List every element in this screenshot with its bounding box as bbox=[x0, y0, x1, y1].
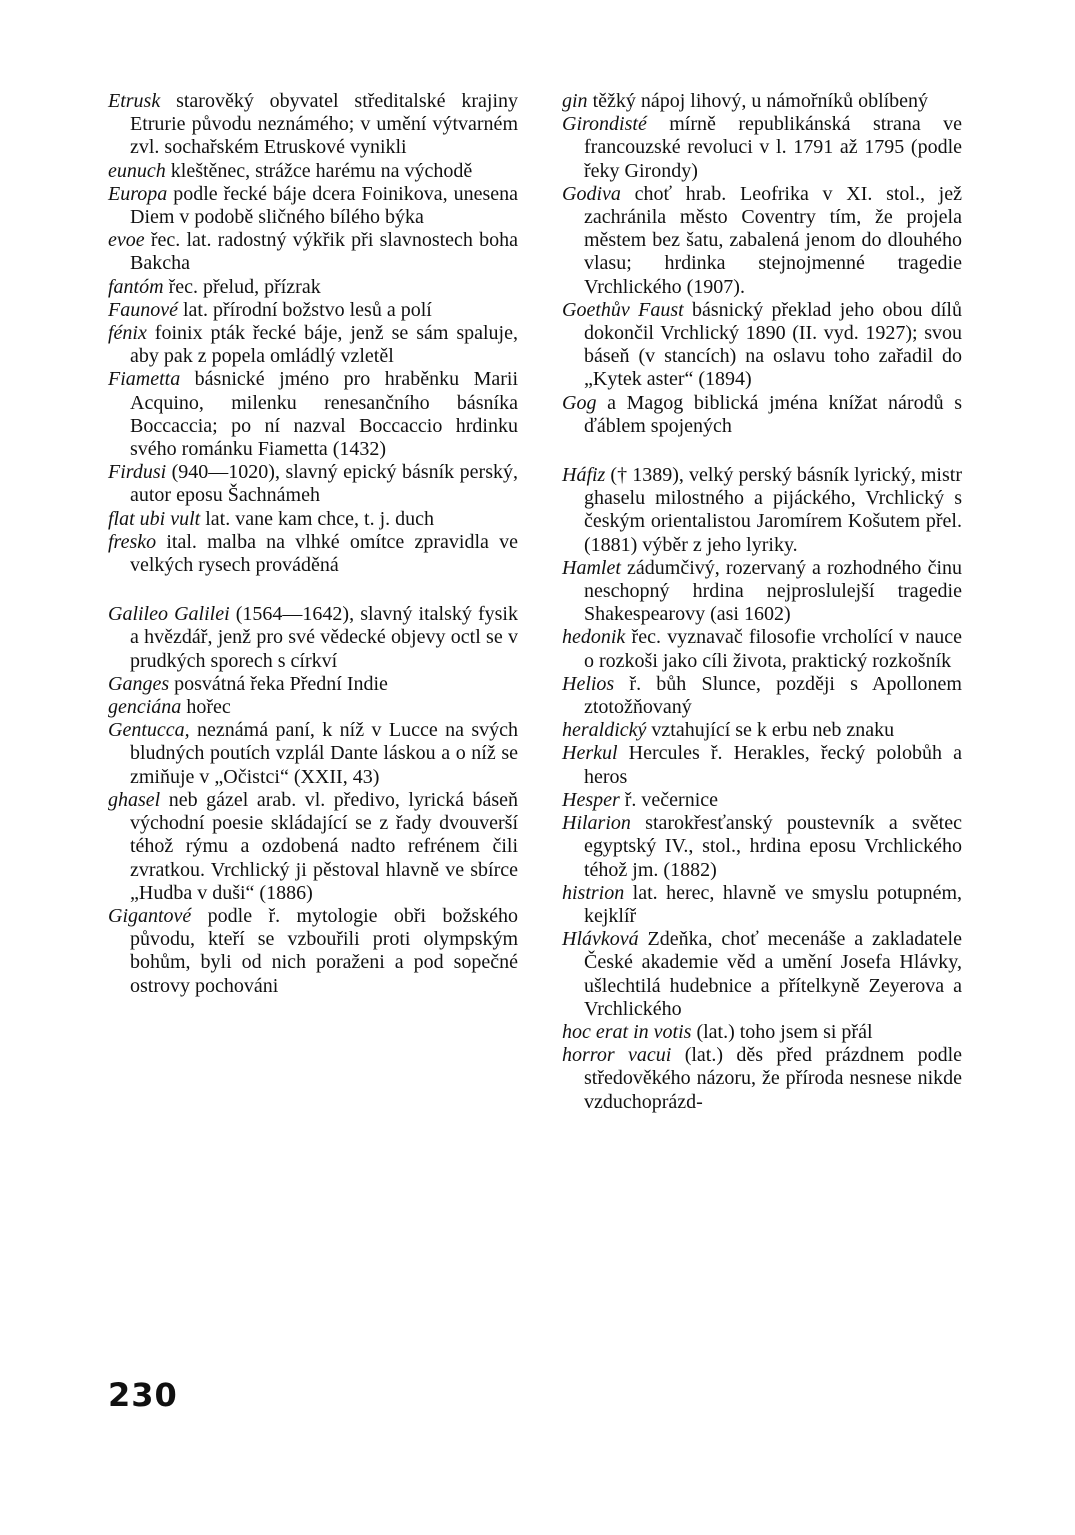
dictionary-entry bbox=[562, 392, 962, 438]
entry-definition: Hercules ř. Herakles, řecký polobůh a heros bbox=[584, 742, 962, 788]
entry-headword: Etrusk bbox=[108, 90, 161, 112]
entry-definition: řec. lat. radostný výkřik při slavnostech boha Bakcha bbox=[130, 229, 518, 275]
entry-definition: ital. malba na vlhké omítce zpravidla ve velkých rysech prováděná bbox=[130, 530, 518, 577]
entry-definition: († 1389), velký perský básník lyrický, mistr ghaselu milostného a pijáckého, Vrchlický s českým orientalistou Jaromírem Košutem přel. (1881) výběr z jeho lyriky. bbox=[584, 464, 962, 556]
dictionary-entry bbox=[108, 229, 518, 275]
dictionary-entry bbox=[562, 719, 962, 742]
entry-definition: básnické jméno pro hraběnku Marii Acquino, milenku renesančního básníka Boccaccia; po ní nazval Boccaccio hrdinku svého románku Fiametta (1432) bbox=[130, 368, 518, 461]
left-column bbox=[108, 90, 518, 998]
entry-headword: genciána bbox=[108, 696, 182, 719]
entry-definition: a Magog biblická jména knížat národů s ďáblem spojených bbox=[584, 391, 962, 437]
entry-headword: fénix bbox=[108, 322, 147, 345]
entry-headword: Goethův Faust bbox=[562, 298, 684, 321]
dictionary-entry bbox=[108, 90, 518, 160]
entry-headword: Gigantové bbox=[108, 904, 192, 927]
entry-definition: (1564—1642), slavný italský fysik a hvězdář, jenž pro své vědecké objevy octl se v prudkých sporech s církví bbox=[130, 603, 518, 672]
entry-headword: Faunové bbox=[108, 298, 178, 321]
entry-headword: eunuch bbox=[108, 159, 166, 182]
entry-definition: řec. přelud, přízrak bbox=[163, 275, 321, 298]
dictionary-entry bbox=[562, 742, 962, 788]
dictionary-entry bbox=[108, 183, 518, 229]
dictionary-entry bbox=[562, 789, 962, 812]
dictionary-entry bbox=[108, 461, 518, 507]
entry-definition: lat. vane kam chce, t. j. duch bbox=[200, 507, 435, 530]
entry-headword: Helios bbox=[562, 672, 615, 695]
entry-headword: Gentucca, bbox=[108, 719, 190, 742]
entry-headword: Hilarion bbox=[562, 812, 631, 835]
entry-definition: (lat.) děs před prázdnem podle středověkého názoru, že příroda nesnese nikde vzduchoprázd- bbox=[584, 1044, 963, 1113]
dictionary-entry bbox=[108, 299, 518, 322]
entry-headword: hedonik bbox=[562, 626, 626, 649]
entry-headword: ghasel bbox=[108, 788, 161, 811]
dictionary-entry bbox=[562, 464, 962, 557]
dictionary-entry bbox=[108, 603, 518, 673]
entry-definition: zádumčivý, rozervaný a rozhodného činu neschopný hrdina nejproslulejší tragedie Shakespearovy (asi 1602) bbox=[584, 556, 962, 626]
entry-definition: lat. přírodní božstvo lesů a polí bbox=[177, 298, 432, 321]
entry-headword: gin bbox=[562, 90, 588, 112]
dictionary-entry bbox=[108, 508, 518, 531]
entry-definition: starokřesťanský poustevník a světec egyptský IV., stol., hrdina eposu Vrchlického téhož jm. (1882) bbox=[584, 812, 962, 881]
right-column bbox=[562, 90, 962, 1114]
entry-definition: neb gázel arab. vl. předivo, lyrická báseň východní poesie skládající se z řady dvouverší téhož rýmu a ozdobená nadto refrénem čili zvratkou. Vrchlický ji pěstoval hlavně ve sbírce „Hudba v duši“ (1886) bbox=[130, 788, 518, 904]
entry-headword: Hesper bbox=[562, 788, 620, 811]
entry-headword: Háfiz bbox=[562, 464, 606, 487]
entry-headword: evoe bbox=[108, 229, 145, 252]
page-number: 230 bbox=[108, 1376, 178, 1414]
entry-definition: mírně republikánská strana ve francouzské revoluci v l. 1791 až 1795 (podle řeky Girondy) bbox=[584, 113, 962, 182]
entry-headword: Godiva bbox=[562, 182, 621, 205]
entry-definition: řec. vyznavač filosofie vrcholící v nauce o rozkoši jako cíli života, praktický rozkošník bbox=[584, 626, 962, 672]
entry-definition: Zdeňka, choť mecenáše a zakladatele České akademie věd a umění Josefa Hlávky, ušlechtilá hudebnice a přítelkyně Zeyerova a Vrchlického bbox=[584, 928, 962, 1020]
entry-definition: ř. bůh Slunce, později s Apollonem ztotožňovaný bbox=[584, 672, 962, 719]
entry-headword: hoc erat in votis bbox=[562, 1020, 692, 1043]
dictionary-entry bbox=[562, 812, 962, 882]
dictionary-entry bbox=[108, 789, 518, 905]
entry-headword: fantóm bbox=[108, 275, 164, 298]
dictionary-entry bbox=[108, 531, 518, 577]
entry-headword: heraldický bbox=[562, 719, 647, 742]
entry-definition: těžký nápoj lihový, u námořníků oblíbený bbox=[587, 90, 929, 112]
entry-definition: lat. herec, hlavně ve smyslu potupném, kejklíř bbox=[584, 881, 962, 927]
dictionary-entry bbox=[562, 1021, 962, 1044]
entry-headword: histrion bbox=[562, 881, 625, 904]
dictionary-entry bbox=[562, 183, 962, 299]
entry-definition: ř. večernice bbox=[619, 788, 719, 811]
dictionary-entry bbox=[108, 276, 518, 299]
dictionary-entry bbox=[108, 322, 518, 368]
dictionary-entry bbox=[562, 882, 962, 928]
section-gap bbox=[108, 577, 518, 603]
entry-definition: podle řecké báje dcera Foinikova, unesena Diem v podobě sličného bílého býka bbox=[130, 182, 518, 229]
entry-headword: Girondisté bbox=[562, 113, 647, 136]
dictionary-entry bbox=[562, 557, 962, 627]
entry-headword: Europa bbox=[108, 182, 168, 205]
entry-headword: flat ubi vult bbox=[108, 507, 201, 530]
entry-definition: kleštěnec, strážce harému na východě bbox=[165, 159, 473, 182]
entry-headword: fresko bbox=[108, 530, 157, 553]
dictionary-entry bbox=[562, 113, 962, 183]
dictionary-entry bbox=[562, 299, 962, 392]
entry-definition: starověký obyvatel středitalské krajiny Etrurie původu neznámého; v umění výtvarném zvl. sochařském Etruskové vynikli bbox=[130, 90, 518, 159]
entry-definition: posvátná řeka Přední Indie bbox=[169, 672, 388, 695]
entry-definition: foinix pták řecké báje, jenž se sám spaluje, aby pak z popela omládlý vzletěl bbox=[130, 322, 518, 368]
entry-definition: básnický překlad jeho obou dílů dokončil Vrchlický 1890 (II. vyd. 1927); svou báseň (v stancích) na oslavu toho zařadil do „Kytek aster“ (1894) bbox=[584, 298, 962, 391]
entry-definition: choť hrab. Leofrika v XI. stol., jež zachránila město Coventry tím, že projela městem bez šatu, zabalená jenom do dlouhého vlasu; hrdinka stejnojmenné tragedie Vrchlického (1907). bbox=[584, 182, 962, 298]
entry-definition: (940—1020), slavný epický básník perský, autor eposu Šachnámeh bbox=[130, 461, 518, 507]
dictionary-entry bbox=[562, 928, 962, 1021]
dictionary-entry bbox=[108, 719, 518, 789]
entry-headword: Herkul bbox=[562, 742, 618, 765]
dictionary-entry bbox=[562, 673, 962, 719]
entry-definition: (lat.) toho jsem si přál bbox=[691, 1020, 873, 1043]
dictionary-entry bbox=[108, 368, 518, 461]
entry-definition: hořec bbox=[181, 696, 231, 719]
entry-headword: Gog bbox=[562, 391, 597, 414]
entry-headword: Hlávková bbox=[562, 928, 639, 951]
entry-headword: Hamlet bbox=[562, 556, 621, 579]
entry-definition: podle ř. mytologie obři božského původu, kteří se vzbouřili proti olympským bohům, byli od nich poraženi a pod sopečné ostrovy pochováni bbox=[130, 904, 518, 997]
section-gap bbox=[562, 438, 962, 464]
entry-definition: neznámá paní, k níž v Lucce na svých bludných poutích vzplál Dante láskou a o níž se zmiňuje v „Očistci“ (XXII, 43) bbox=[130, 719, 518, 788]
entry-headword: Fiametta bbox=[108, 368, 181, 391]
dictionary-entry bbox=[108, 696, 518, 719]
entry-headword: Ganges bbox=[108, 672, 170, 695]
entry-headword: horror vacui bbox=[562, 1044, 672, 1067]
entry-headword: Firdusi bbox=[108, 461, 167, 484]
entry-headword: Galileo Galilei bbox=[108, 603, 230, 626]
dictionary-entry bbox=[108, 160, 518, 183]
dictionary-entry bbox=[108, 673, 518, 696]
entry-definition: vztahující se k erbu neb znaku bbox=[646, 719, 895, 742]
dictionary-entry bbox=[562, 626, 962, 672]
dictionary-entry bbox=[108, 905, 518, 998]
dictionary-entry bbox=[562, 90, 962, 113]
dictionary-entry bbox=[562, 1044, 962, 1114]
